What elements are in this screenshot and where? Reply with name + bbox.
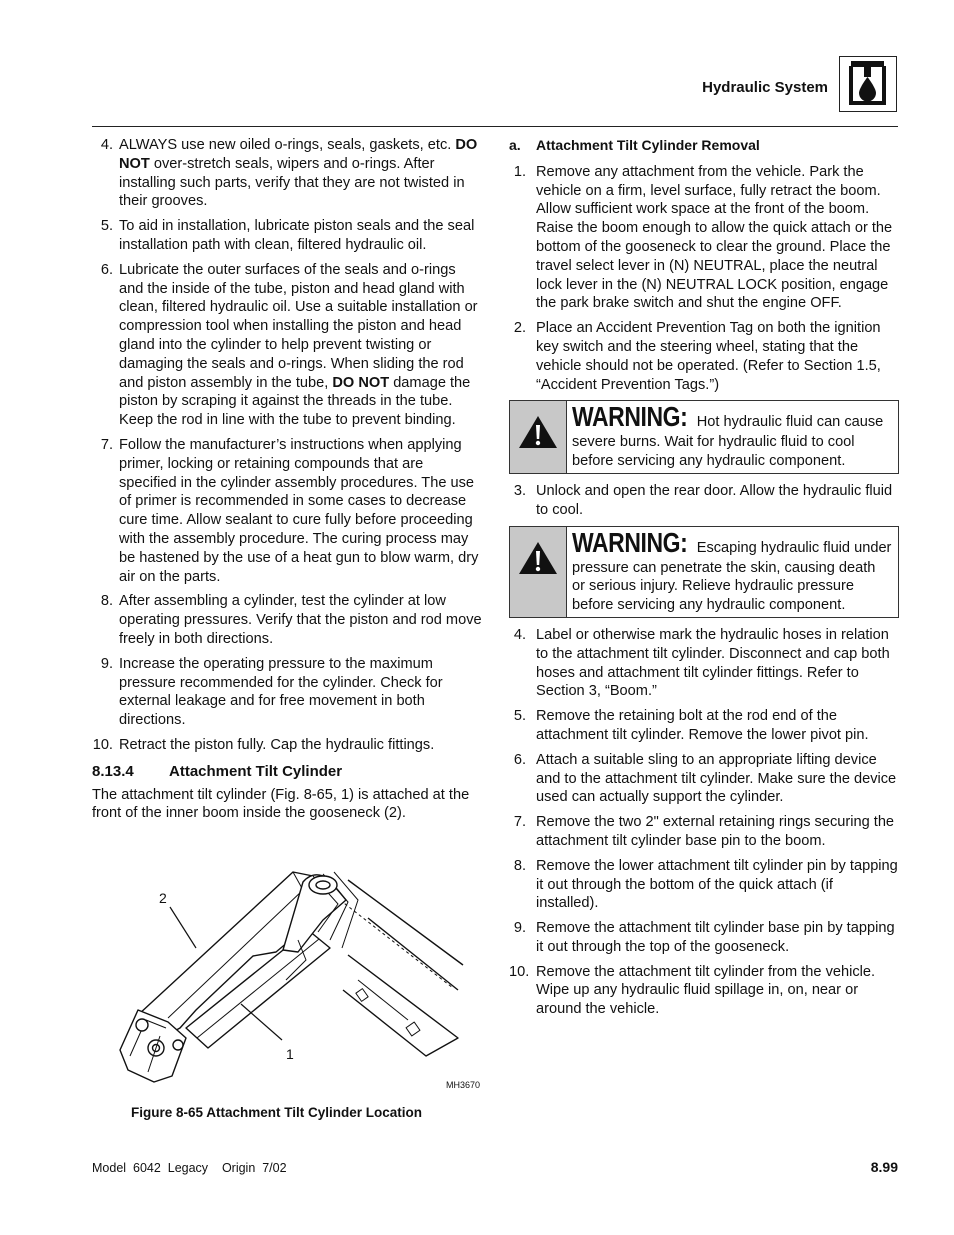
removal-steps-list-b	[509, 482, 899, 520]
warning-label: WARNING:	[572, 526, 688, 558]
step-number: 3.	[513, 482, 526, 499]
callout-1: 1	[286, 1046, 294, 1062]
figure-attachment-tilt-cylinder	[108, 860, 488, 1096]
step-number: 5.	[513, 708, 526, 725]
step-number: 4.	[513, 626, 526, 643]
callout-2: 2	[159, 890, 167, 906]
warning-icon-panel	[510, 527, 567, 617]
step-number: 5.	[100, 218, 113, 235]
list-item	[509, 707, 899, 745]
warning-box-pressure	[509, 526, 899, 618]
removal-steps-list-c	[509, 626, 899, 1019]
step-text: Remove the two 2" external retaining rings securing the attachment tilt cylinder base pin to the boom.	[536, 814, 895, 849]
warning-triangle-icon	[518, 415, 558, 449]
assembly-steps-list	[92, 136, 484, 755]
list-item	[92, 736, 484, 755]
section-intro: The attachment tilt cylinder (Fig. 8-65, 1) is attached at the front of the inner boom inside the gooseneck (2).	[92, 786, 470, 822]
art-id: MH3670	[446, 1080, 481, 1090]
list-item	[509, 751, 899, 807]
step-text: After assembling a cylinder, test the cylinder at low operating pressures. Verify that the piston and rod move freely in both directions.	[119, 593, 482, 647]
warning-text-block	[567, 401, 898, 473]
subsection-heading	[509, 136, 899, 155]
warning-icon-panel	[510, 401, 567, 473]
header-rule	[92, 126, 898, 127]
step-text: Place an Accident Prevention Tag on both the ignition key switch and the steering wheel, stating that the vehicle should not be operated. (Refer to Section 1.5, “Accident Prevention Tags.”)	[536, 320, 881, 393]
removal-steps-list-a	[509, 163, 899, 395]
step-number: 2.	[513, 320, 526, 337]
step-number: 7.	[100, 436, 113, 453]
step-text: Remove the attachment tilt cylinder base pin by tapping it out through the top of the gooseneck.	[536, 920, 895, 955]
list-item	[509, 319, 899, 394]
list-item	[92, 436, 484, 586]
step-number: 7.	[513, 814, 526, 831]
step-text: Remove the lower attachment tilt cylinder pin by tapping it out through the bottom of the quick attach (if installed).	[536, 857, 898, 912]
step-text: Remove the retaining bolt at the rod end of the attachment tilt cylinder. Remove the lower pivot pin.	[536, 708, 869, 743]
step-number: 6.	[100, 261, 113, 278]
list-item	[509, 813, 899, 851]
list-item	[92, 261, 484, 430]
step-text: To aid in installation, lubricate piston seals and the seal installation path with clean, filtered hydraulic oil.	[119, 218, 475, 253]
warning-box-hot-fluid	[509, 400, 899, 474]
list-item	[509, 963, 899, 1019]
step-number: 6.	[513, 751, 526, 768]
step-text: ALWAYS use new oiled o-rings, seals, gaskets, etc. DO NOT over-stretch seals, wipers and o-rings. After installing such parts, verify that they are not twisted in their grooves.	[119, 137, 478, 210]
section-heading	[92, 763, 484, 782]
right-column	[509, 136, 899, 1025]
step-text: Lubricate the outer surfaces of the seals and o-rings and the inside of the tube, piston and head gland with clean, filtered hydraulic oil. Use a suitable installation or compression tool when installing the piston and head gland into the cylinder to help prevent twisting or damaging the seals and o-rings. When sliding the rod and piston assembly in the tube, DO NOT damage the piston by scraping it against the threads in the tube. Keep the rod in line with the tube to prevent binding.	[119, 261, 478, 429]
step-number: 10.	[92, 736, 113, 753]
step-number: 4.	[100, 137, 113, 153]
list-item	[92, 136, 484, 211]
list-item	[92, 592, 484, 648]
step-number: 9.	[513, 920, 526, 937]
step-number: 1.	[513, 163, 526, 180]
page-header-title: Hydraulic System	[702, 79, 828, 96]
section-number: 8.13.4	[92, 762, 134, 780]
step-text: Increase the operating pressure to the maximum pressure recommended for the cylinder. Check for external leakage and for free movement in both directions.	[119, 655, 443, 729]
subsection-title: Attachment Tilt Cylinder Removal	[536, 137, 760, 153]
figure-caption: Figure 8-65 Attachment Tilt Cylinder Location	[131, 1105, 423, 1120]
step-text: Remove the attachment tilt cylinder from the vehicle. Wipe up any hydraulic fluid spillage in, on, near or around the vehicle.	[536, 963, 876, 1018]
list-item	[509, 919, 899, 957]
warning-text-block	[567, 527, 898, 617]
step-text: Retract the piston fully. Cap the hydraulic fittings.	[119, 736, 435, 753]
subsection-letter: a.	[509, 137, 521, 153]
hydraulic-system-icon	[839, 56, 897, 112]
step-text: Remove any attachment from the vehicle. Park the vehicle on a firm, level surface, fully retract the boom. Allow sufficient work space at the front of the boom. Raise the boom enough to allow the quick attach or the bottom of the gooseneck to clear the ground. Place the travel select lever in (N) NEUTRAL, place the neutral lock lever in the (N) NEUTRAL LOCK position, engage the park brake switch and shut the engine OFF.	[536, 163, 893, 312]
step-number: 10.	[509, 963, 530, 980]
list-item	[509, 482, 899, 520]
step-number: 8.	[100, 593, 113, 610]
list-item	[92, 655, 484, 730]
footer-model-info: Model 6042 Legacy Origin 7/02	[92, 1161, 287, 1175]
list-item	[509, 857, 899, 913]
warning-message: Hot hydraulic fluid can cause severe burns. Wait for hydraulic fluid to cool before servicing any hydraulic component.	[572, 414, 884, 470]
list-item	[92, 217, 484, 255]
list-item	[509, 163, 899, 313]
step-text: Attach a suitable sling to an appropriate lifting device and to the attachment tilt cylinder. Make sure the device used can actually support the cylinder.	[536, 751, 897, 806]
left-column	[92, 136, 484, 823]
page-number: 8.99	[870, 1159, 898, 1175]
warning-message: Escaping hydraulic fluid under pressure can penetrate the skin, causing death or serious injury. Relieve hydraulic pressure before servicing any hydraulic component.	[572, 539, 892, 614]
list-item	[509, 626, 899, 701]
step-text: Label or otherwise mark the hydraulic hoses in relation to the attachment tilt cylinder. Disconnect and cap both hoses and attachment tilt cylinder fittings. Refer to Section 3, “Boom.”	[536, 626, 890, 700]
step-text: Follow the manufacturer’s instructions when applying primer, locking or retaining compounds that are specified in the cylinder assembly procedures. The use of primer is recommended in some cases to decrease cure time. Allow sealant to cure fully before proceeding with the assembly procedure. The curing process may be hastened by the use of a heat gun to blow warm, dry air on the parts.	[119, 436, 479, 585]
step-text: Unlock and open the rear door. Allow the hydraulic fluid to cool.	[536, 482, 893, 518]
step-number: 8.	[513, 857, 526, 874]
section-title: Attachment Tilt Cylinder	[169, 762, 343, 780]
warning-triangle-icon	[518, 541, 558, 575]
warning-label: WARNING:	[572, 401, 688, 433]
step-number: 9.	[100, 655, 113, 672]
